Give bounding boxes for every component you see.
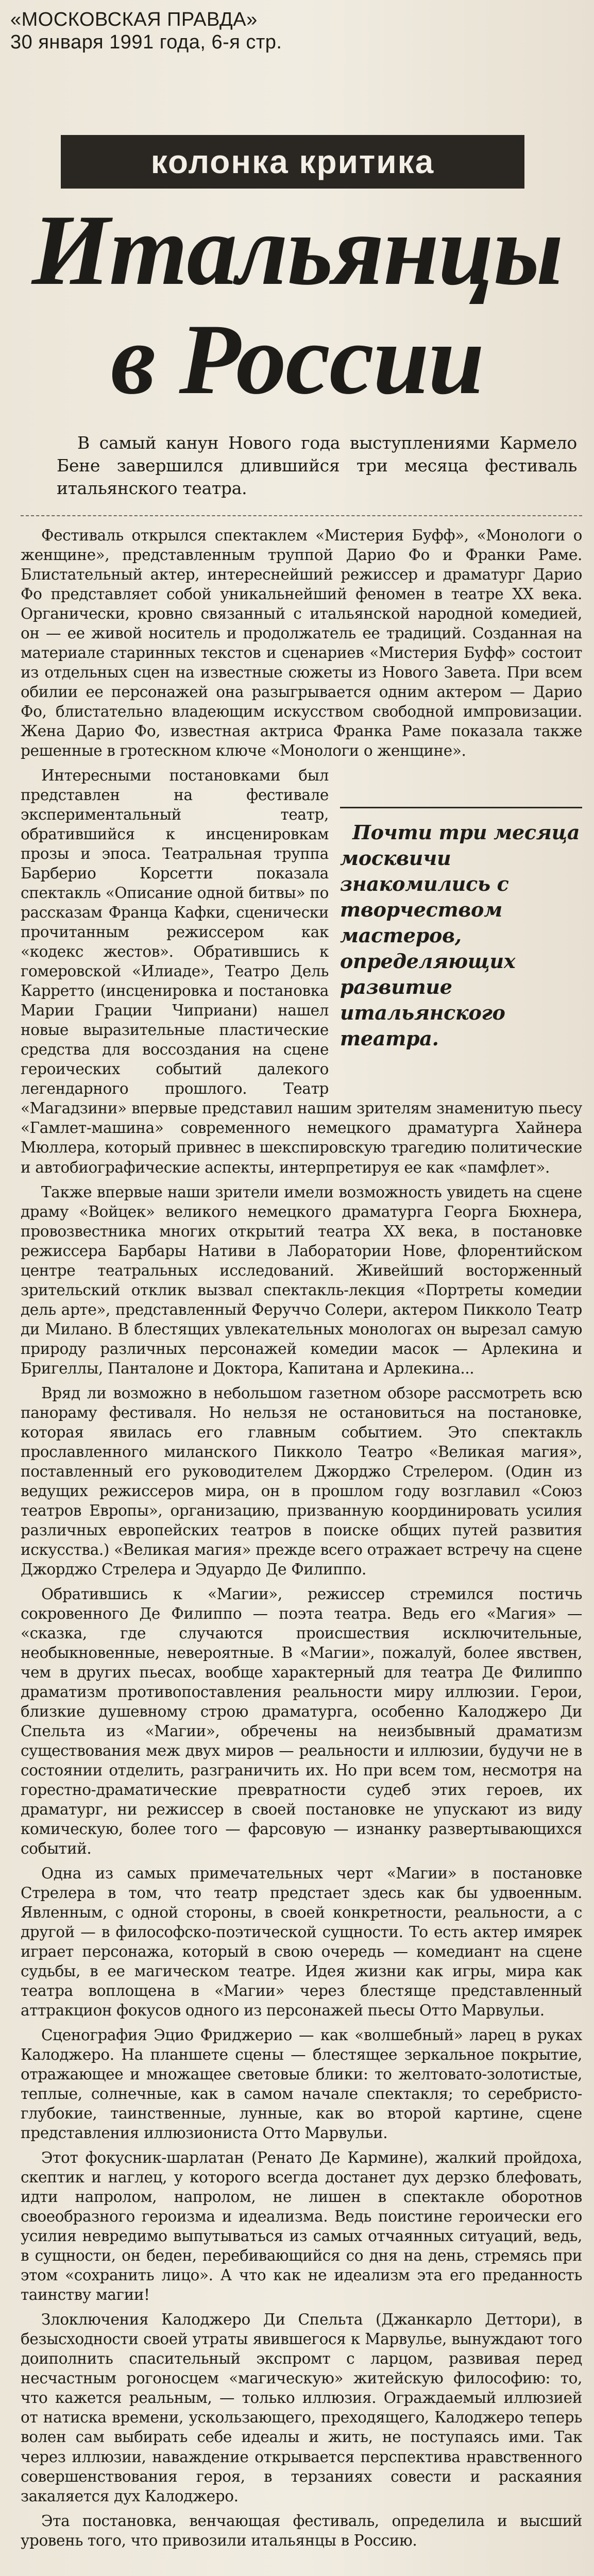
body-paragraph-1: Фестиваль открылся спектаклем «Мистерия Буфф», «Монологи о женщине», представленным труппой Дарио Фо и Франки Раме. Блистательный актер, интереснейший режиссер и драматург Дарио Фо представляет собой уникальнейший феномен в театре XX века. Органически, кровно связанный с итальянской народной комедией, он — ее живой носитель и продолжатель ее традиций. Созданная на материале старинных текстов и сценариев «Мистерия Буфф» состоит из отдельных сцен на известные сюжеты из Нового Завета. При всем обилии ее персонажей она разыгрывается одним актером — Дарио Фо, блистательно владеющим искусством свободной импровизации. Жена Дарио Фо, известная актриса Франка Раме показала также решенные в гротескном ключе «Монологи о женщине».	[21, 527, 582, 760]
article-body	[21, 526, 582, 2555]
lead-paragraph: В самый канун Нового года выступлениями Кармело Бене завершился длившийся три месяца фестиваль итальянского театра.	[57, 433, 577, 498]
newspaper-name: «МОСКОВСКАЯ ПРАВДА»	[10, 9, 258, 30]
rubric-banner: колонка критика	[61, 135, 524, 189]
divider-rule	[21, 515, 582, 516]
body-paragraph-3: Также впервые наши зрители имели возможность увидеть на сцене драму «Войцек» великого немецкого драматурга Георга Бюхнера, провозвестника многих открытий театра XX века, в постановке режиссера Барбары Нативи в Лаборатории Нове, флорентийском центре театральных исследований. Живейший восторженный зрительский отклик вызвал спектакль-лекция «Портреты комедии дель арте», представленный Феруччо Солери, актером Пикколо Театр ди Милано. В блестящих увлекательных монологах он вырезал самую природу различных персонажей комедии масок — Арлекина и Бригеллы, Панталоне и Доктора, Капитана и Арлекина...	[21, 1183, 582, 1377]
body-paragraph-4: Вряд ли возможно в небольшом газетном обзоре рассмотреть всю панораму фестиваля. Но нельзя не остановиться на постановке, которая явилась его главным событием. Это спектакль прославленного миланского Пикколо Театро «Великая магия», поставленный его руководителем Джорджо Стрелером. (Один из ведущих режиссеров мира, он в прошлом году возглавил «Союз театров Европы», организацию, призванную координировать усилия различных европейских театров в поиске общих путей развития искусства.) «Великая магия» прежде всего отражает встречу на сцене Джорджо Стрелера и Эдуардо Де Филиппо.	[21, 1384, 582, 1578]
pullquote-box	[340, 807, 582, 1095]
body-paragraph-2: Интересными постановками был представлен на фестивале экспериментальный театр, обратившийся к инсценировкам прозы и эпоса. Театральная труппа Барберио Корсетти показала спектакль «Описание одной битвы» по рассказам Франца Кафки, сценически прочитанным режиссером как «кодекс жестов». Обратившись к гомеровской «Илиаде», Театро Дель Карретто (инсценировка и постановка Марии Грации Чиприани) нашел новые выразительные пластические средства для воссоздания на сцене героических событий далекого легендарного прошлого. Театр «Магадзини» впервые представил нашим зрителям знаменитую пьесу «Гамлет-машина» современного немецкого драматурга Хайнера Мюллера, который привнес в шекспировскую трагедию политические и автобиографические аспекты, интерпретируя ее как «памфлет».	[21, 767, 582, 1176]
body-paragraph-5: Обратившись к «Магии», режиссер стремился постичь сокровенного Де Филиппо — поэта театра. Ведь его «Магия» — «сказка, где случаются происшествия исключительные, необыкновенные, невероятные. В «Магии», пожалуй, более явствен, чем в других пьесах, вообще характерный для театра Де Филиппо драматизм противопоставления реальности миру иллюзии. Герои, близкие душевному строю драматурга, особенно Калоджеро Ди Спельта из «Магии», обречены на неизбывный драматизм существования меж двух миров — реальности и иллюзии, будучи не в состоянии отделить, разграничить их. Но при всем том, несмотря на горестно-драматические превратности судеб этих героев, их драматург, ни режиссер в своей постановке не упускают из виду комическую, более того — фарсовую — изнанку развертывающихся событий.	[21, 1585, 582, 1858]
headline	[10, 196, 584, 414]
body-paragraph-8: Этот фокусник-шарлатан (Ренато Де Кармине), жалкий пройдоха, скептик и наглец, у которого всегда достанет дух дерзко блефовать, идти напролом, напролом, не лишен в спектакле оборотнов своеобразного героизма и идеализма. Ведь поистине героически его усилия невредимо выпутываться из самых отчаянных ситуаций, ведь, в сущности, он беден, перебивающийся со дня на день, стремясь при этом «сохранить лицо». А что как не идеализм эта его преданность таинству магии!	[21, 2149, 582, 2304]
masthead	[10, 8, 402, 54]
dateline: 30 января 1991 года, 6-я стр.	[10, 31, 282, 53]
body-paragraph-9: Злоключения Калоджеро Ди Спельта (Джанкарло Деттори), в безысходности своей утраты явившегося к Марвулье, вынуждают того доиполнить спасительный экспромт с ларцом, развивая перед несчастным рогоносцем «магическую» житейскую философию: то, что кажется реальным, — только иллюзия. Ограждаемый иллюзией от натиска времени, ускользающего, преходящего, Калоджеро теперь волен сам выбирать себе идеалы и жить, не поступаясь ими. Так через иллюзии, наваждение открывается перспектива нравственного совершенствования героя, в терзаниях совести и раскаяния закаляется дух Калоджеро.	[21, 2311, 582, 2505]
body-paragraph-7: Сценография Эцио Фриджерио — как «волшебный» ларец в руках Калоджеро. На планшете сцены — блестящее зеркальное покрытие, отражающее и множащее световые блики: то желтовато-золотистые, теплые, солнечные, как в самом начале спектакля; то серебристо-глубокие, таинственные, лунные, как во второй картине, сцене представления иллюзиониста Отто Марвульи.	[21, 2026, 582, 2142]
body-paragraph-6: Одна из самых примечательных черт «Магии» в постановке Стрелера в том, что театр предстает здесь как бы удвоенным. Явленным, с одной стороны, в своей конкретности, реальности, а с другой — в философско-поэтической сущности. То есть актер имярек играет персонажа, который в свою очередь — комедиант на сцене судьбы, в ее магическом театре. Идея жизни как игры, мира как театра воплощена в «Магии» через блестяще представленный аттракцион фокусов одного из персонажей пьесы Отто Марвульи.	[21, 1865, 582, 2020]
headline-line-2: в России	[110, 303, 484, 415]
pullquote: Почти три месяца москвичи знакомились с творчеством мастеров, определяющих развитие итальянского театра.	[340, 807, 582, 1052]
body-paragraph-10: Эта постановка, венчающая фестиваль, определила и высший уровень того, что привозили итальянцы в Россию.	[21, 2512, 582, 2549]
headline-line-1: Итальянцы	[31, 194, 563, 306]
